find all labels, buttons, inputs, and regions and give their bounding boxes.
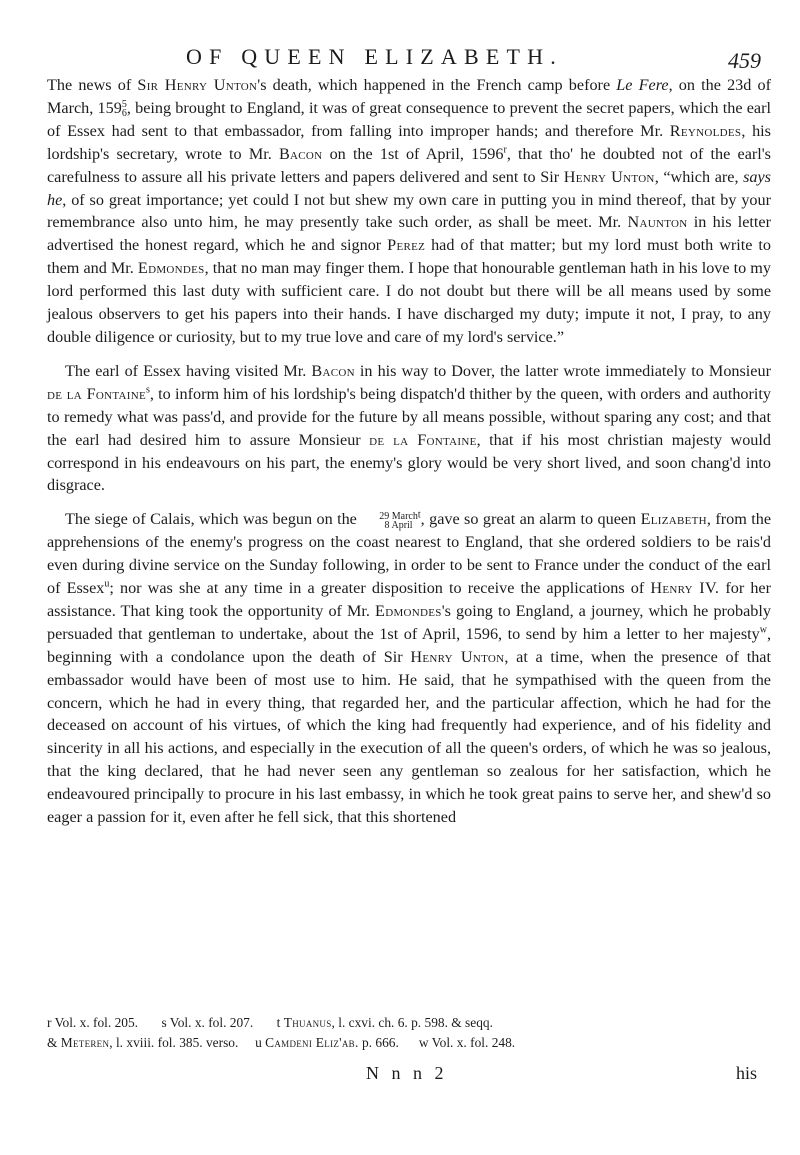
footnote-ref-r: r (503, 144, 507, 156)
signature-mark: N n n 2 (366, 1063, 448, 1083)
paragraph-siege-calais: The siege of Calais, which was begun on the 29 March 8 April $^t$, gave so great an alarm to queen Elizabeth, from the apprehensions of the enemy's progress on the coast nearest to England, that she ordered soldiers to be rais'd even during divine service on the Sunday following, in order to be sent to France under the conduct of the earl of Essex$^u$; nor was she at any time in a greater disposition to receive the applications of Henry IV. for her assistance. That king took the opportunity of Mr. Edmondes's going to England, a journey, which he probably persuaded that gentleman to undertake, about the 1st of April, 1596, to send by him a letter to her majesty$^w$, beginning with a condolance upon the death of Sir Henry Unton, at a time, when the presence of that embassador would have been of most use to him. He said, that he sympathised with the queen from the concern, which he had in every thing, that regarded her, and the particular affection, which he had for the deceased on account of his virtues, of which the king had frequently had experience, and of his fidelity and sincerity in all his actions, and especially in the execution of all the queen's orders, of which he was so jealous, that the king declared, that he had never seen any gentleman so zealous for her satisfaction, which he endeavoured principally to procure in his last embassy, in which he took great pains to serve her, and shew'd so eager a passion for it, even after he fell sick, that this shortened (47, 509, 772, 827)
paragraph-essex-dover: The earl of Essex having visited Mr. Bacon in his way to Dover, the latter wrote immediately to Monsieur de la Fontaine$^s$, to inform him of his lordship's being dispatch'd thither by the queen, with orders and authority to remedy what was pass'd, and provide for the future by all means possible, without sparing any cost; and that the earl had desired him to assure Monsieur de la Fontaine, that if his most christian majesty would correspond in his endeavours on his part, the enemy's glory would be very short lived, and soon chang'd into disgrace. (47, 361, 771, 495)
footnote-ref-w: w (759, 624, 767, 636)
year-fraction: 5 6 (121, 99, 127, 120)
date-fraction: 29 March 8 April (379, 510, 418, 531)
footnote-line-1 (47, 1013, 771, 1033)
page-number: 459 (728, 48, 761, 73)
footnote-t-cont: & Meteren, l. xviii. fol. 385. verso. (47, 1035, 239, 1050)
footnote-ref-t: t (417, 509, 421, 521)
footnotes (47, 1013, 771, 1053)
body-text (47, 74, 771, 829)
footnote-ref-u: u (104, 578, 110, 590)
footnote-r: r Vol. x. fol. 205. (47, 1015, 139, 1030)
footnote-u: u Camdeni Eliz'ab. p. 666. (255, 1035, 399, 1050)
footnote-w: w Vol. x. fol. 248. (418, 1035, 516, 1050)
catchword: his (736, 1063, 758, 1083)
paragraph-unton-death: The news of Sir Henry Unton's death, which happened in the French camp before Le Fere, on the 23d of March, 159 5 6 , being brought to England, it was of great consequence to prevent the secret papers, which the earl of Essex had sent to that embassador, from falling into improper hands; and therefore Mr. Reynoldes, his lordship's secretary, wrote to Mr. Bacon on the 1st of April, 1596$^r$, that tho' he doubted not of the earl's carefulness to assure all his private letters and papers delivered and sent to Sir Henry Unton, “which are, says he, of so great importance; yet could I not but shew my own care in putting you in mind thereof, that by your remembrance also unto him, he may presently take such order, as shall be meet. Mr. Naunton in his letter advertised the honest regard, which he and signor Perez had of that matter; but my lord must both write to them and Mr. Edmondes, that no man may finger them. I hope that honourable gentleman hath in his love to my lord performed this last duty with sufficient care. I do not doubt but there will be all means used by some jealous observers to get his papers into their hands. I have discharged my duty; impute it not, I pray, to any double diligence or curiosity, but to my true love and care of my lord's service.” (47, 76, 772, 346)
footnote-t: t Thuanus, l. cxvi. ch. 6. p. 598. & seqq. (276, 1015, 493, 1030)
footnote-ref-s: s (146, 384, 150, 396)
running-title: OF QUEEN ELIZABETH. (186, 44, 563, 69)
footnote-line-2 (47, 1033, 771, 1053)
footnote-s: s Vol. x. fol. 207. (161, 1015, 254, 1030)
